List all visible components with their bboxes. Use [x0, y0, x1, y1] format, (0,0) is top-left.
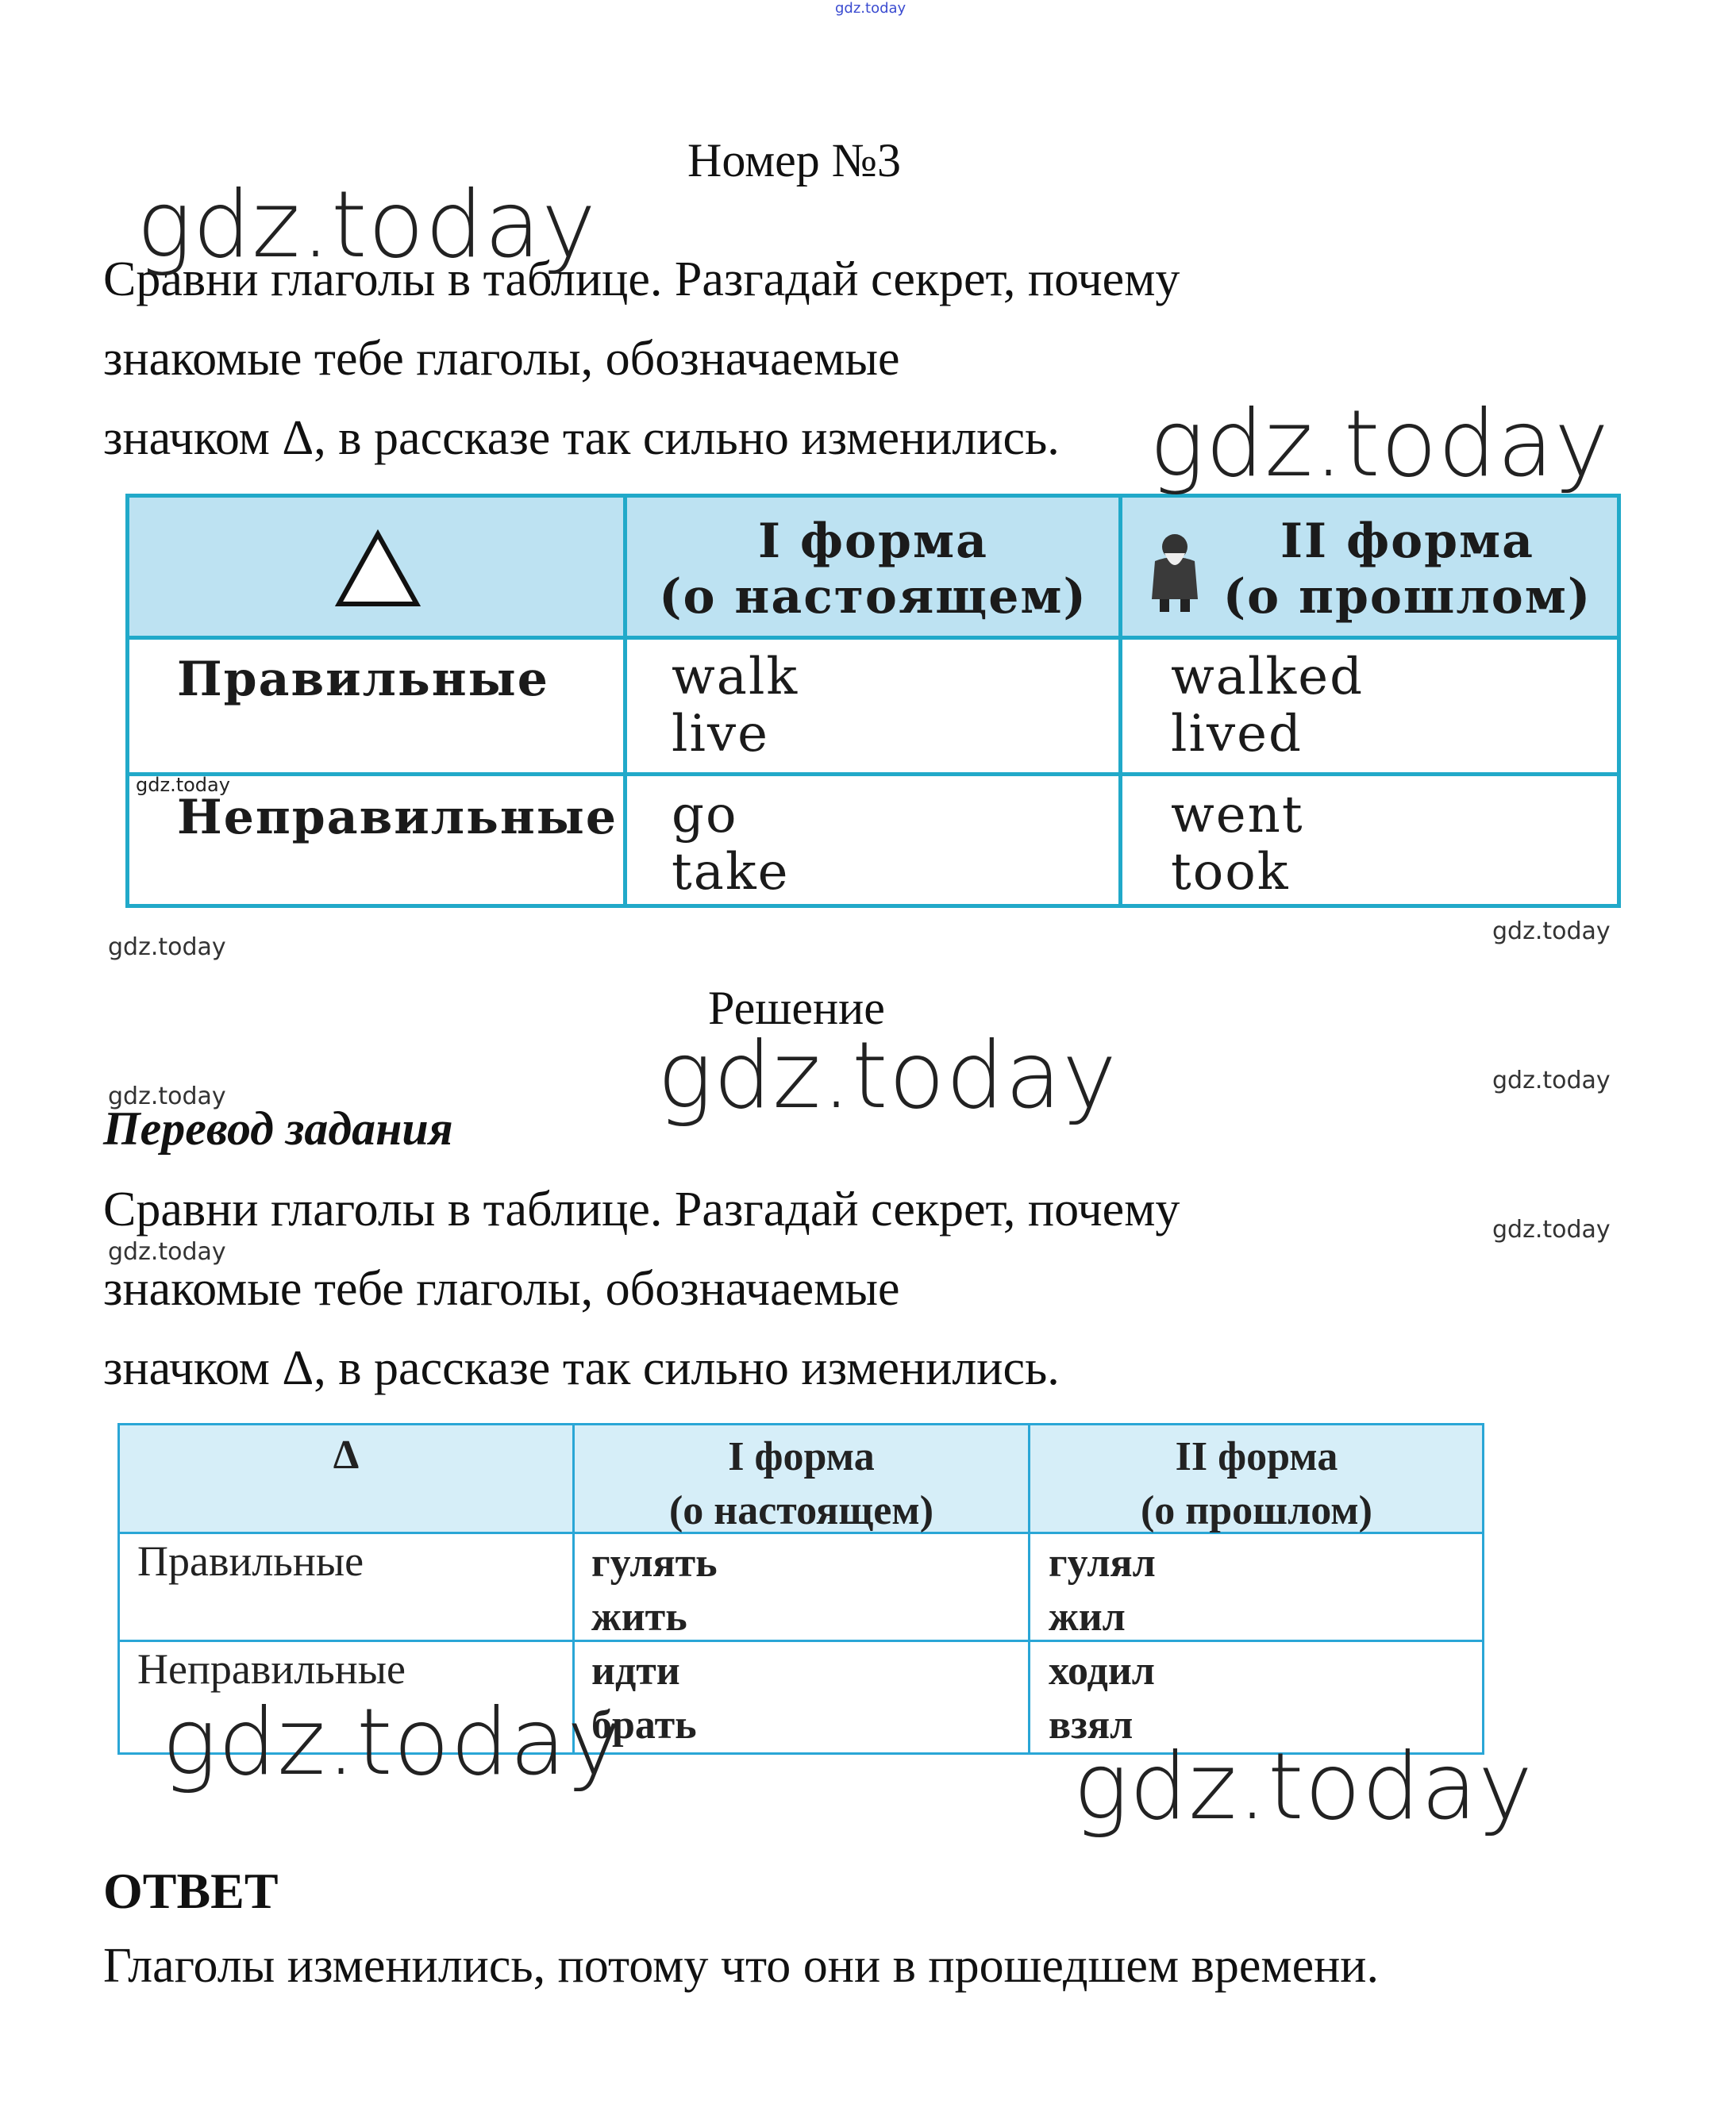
task-line: значком Δ, в рассказе так сильно изменились. [103, 411, 1060, 465]
verb: идти [591, 1648, 680, 1694]
header-present-title: I форма [728, 1434, 875, 1479]
header-present-subtitle: (о настоящем) [668, 1488, 934, 1533]
verb: go [672, 786, 738, 844]
triangle-symbol-cell [129, 498, 623, 636]
verb: went [1171, 786, 1304, 844]
header-present-subtitle: (о настоящем) [659, 569, 1087, 625]
task-line: знакомые тебе глаголы, обозначаемые [103, 332, 900, 386]
watermark: gdz.today [1073, 1733, 1534, 1840]
watermark: gdz.today [108, 1083, 226, 1110]
translation-line: знакомые тебе глаголы, обозначаемые [103, 1262, 900, 1316]
irregular-present-cell [672, 787, 790, 901]
verb: гулять [591, 1540, 718, 1586]
row-label-regular: Правильные [177, 652, 549, 707]
header-past-title: II форма [1175, 1434, 1338, 1479]
delta-symbol: Δ [333, 1433, 360, 1478]
irregular-past-cell [1171, 787, 1304, 901]
verb: жил [1049, 1594, 1126, 1640]
watermark: gdz.today [137, 171, 597, 279]
watermark: gdz.today [162, 1689, 622, 1796]
watermark: gdz.today [1492, 1067, 1611, 1094]
solution-heading: Решение [708, 982, 885, 1034]
regular-past-cell [1049, 1536, 1156, 1644]
verb: walked [1171, 648, 1365, 706]
watermark: gdz.today [1149, 390, 1610, 498]
header-past-subtitle: (о прошлом) [1222, 569, 1592, 625]
row-label-regular: Правильные [137, 1537, 364, 1585]
watermark: gdz.today [1492, 917, 1611, 945]
page-title: Номер №3 [687, 134, 902, 187]
verb: take [672, 843, 790, 902]
watermark: gdz.today [108, 1238, 226, 1266]
row-label-irregular: Неправильные [137, 1645, 406, 1693]
verb: взял [1049, 1702, 1134, 1748]
verb: ходил [1049, 1648, 1155, 1694]
watermark: gdz.today [1492, 1216, 1611, 1244]
book-verb-table [125, 494, 1621, 908]
verb: took [1171, 843, 1290, 902]
verb: live [672, 705, 769, 763]
regular-past-cell [1171, 648, 1364, 763]
verb: жить [591, 1594, 687, 1640]
watermark: gdz.today [657, 1022, 1118, 1129]
header-present-form [627, 513, 1119, 625]
regular-present-cell [672, 648, 799, 763]
watermark: gdz.today [108, 933, 226, 961]
verb: брать [591, 1702, 697, 1748]
header-past-subtitle: (о прошлом) [1140, 1488, 1373, 1533]
header-present-form [575, 1430, 1028, 1538]
verb: гулял [1049, 1540, 1156, 1586]
translation-heading: Перевод задания [103, 1102, 453, 1155]
triangle-icon [334, 529, 421, 609]
header-past-title: II форма [1280, 513, 1535, 569]
header-past-form [1030, 1430, 1483, 1538]
translation-line: значком Δ, в рассказе так сильно изменились. [103, 1341, 1060, 1395]
header-past-form [1193, 513, 1622, 625]
header-present-title: I форма [757, 513, 989, 569]
verb: lived [1171, 705, 1303, 763]
answer-heading: ОТВЕТ [103, 1863, 279, 1919]
watermark-top: gdz.today [835, 0, 906, 17]
translation-line: Сравни глаголы в таблице. Разгадай секрет, почему [103, 1183, 1180, 1236]
answer-text: Глаголы изменились, потому что они в прошедшем времени. [103, 1939, 1379, 1993]
regular-present-cell [591, 1536, 718, 1644]
task-line: Сравни глаголы в таблице. Разгадай секрет, почему [103, 252, 1180, 306]
translation-text [103, 1170, 1611, 1408]
row-label-irregular: Неправильные [177, 790, 618, 845]
verb: walk [672, 648, 799, 706]
watermark-cell: gdz.today [136, 774, 230, 796]
